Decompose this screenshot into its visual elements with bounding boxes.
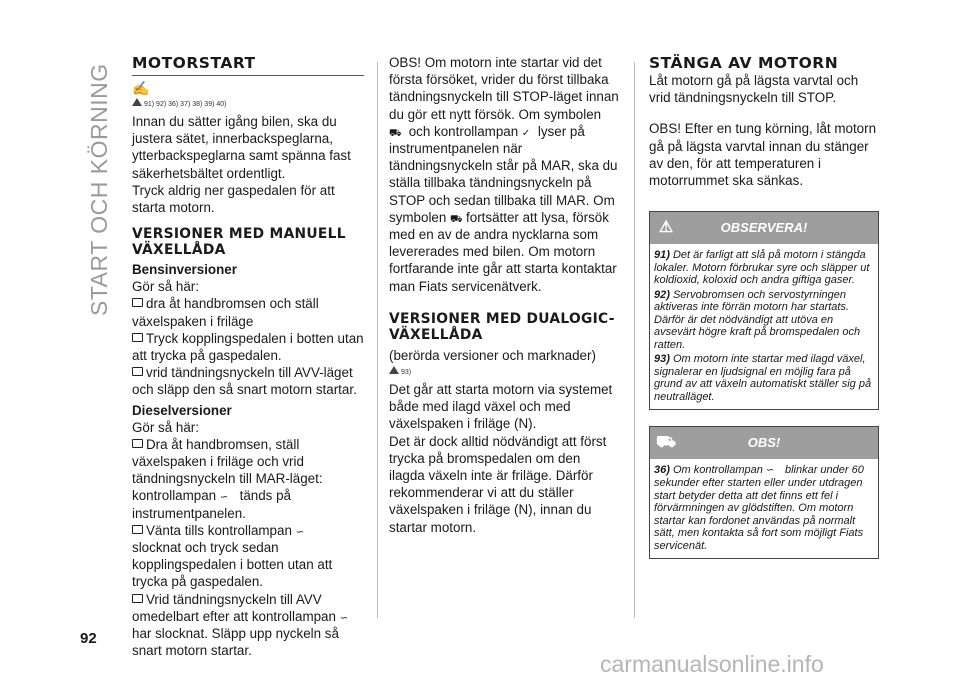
note-box-header: ⛟ OBS!: [650, 427, 878, 459]
section-title-manual: VERSIONER MED MANUELL VÄXELLÅDA: [132, 226, 346, 259]
checkbox-bullet-icon: [132, 298, 143, 307]
note-box-body: [650, 459, 878, 558]
warning-item: 93) Om motorn inte startar med ilagd växel, signalerar en ljudsignal en möjlig fara på grund av att växeln automatiskt ställer sig på neutralläget.: [654, 353, 872, 403]
list-item: dra åt handbromsen och ställ växelspaken i friläge: [132, 296, 319, 329]
dualogic-paragraph-1: Det går att starta motorn via systemet både med ilagd växel och med växelspaken i friläge (N).: [389, 382, 613, 432]
warning-box-header: ⚠ OBSERVERA!: [650, 212, 878, 244]
glow-plug-icon: ∽: [219, 492, 229, 504]
warning-item: 91) Det är farligt att slå på motorn i stängda lokaler. Motorn förbrukar syre och släpper ut koldioxid, koloxid och andra giftiga gaser.: [654, 249, 870, 287]
watermark: carmanualsonline.info: [600, 651, 824, 677]
petrol-intro: Gör så här:: [132, 279, 199, 295]
column-1: [132, 54, 364, 659]
checkbox-bullet-icon: [132, 333, 143, 342]
list-item: Dra åt handbromsen, ställ växelspaken i friläge och vrid tändningsnyckeln till MAR-läget: kontrollampan ∽ tänds på instrumentpanelen.: [132, 436, 323, 521]
subsection-diesel: Dieselversioner: [132, 402, 232, 418]
section-title-motorstart: MOTORSTART: [132, 54, 256, 72]
intro-text-2: Tryck aldrig ner gaspedalen för att starta motorn.: [132, 182, 335, 216]
dualogic-paragraph-2: Det är dock alltid nödvändigt att först trycka på bromspedalen om den ilagda växeln inte är friläge. Därför rekommenderar vi att du ställer växelspaken i friläge (N), innan du startar motorn.: [389, 433, 607, 535]
list-item: Vänta tills kontrollampan ∽ slocknat och tryck sedan kopplingspedalen i botten utan att trycka på gaspedalen.: [132, 522, 333, 590]
section-title-dualogic: VERSIONER MED DUALOGIC-VÄXELLÅDA: [389, 310, 615, 343]
car-key-icon: ⛟: [389, 127, 402, 139]
chapter-side-title: START OCH KÖRNING: [86, 63, 112, 316]
column-divider: [377, 62, 378, 618]
section-subtitle: (berörda versioner och marknader): [389, 347, 596, 363]
page-number: 92: [80, 630, 97, 647]
title-rule: [132, 75, 364, 76]
checkbox-bullet-icon: [132, 594, 143, 603]
reference-numbers: 91) 92) 36) 37) 38) 39) 40): [132, 98, 364, 110]
note-item: 36) Om kontrollampan ∽ blinkar under 60 sekunder efter starten eller under utdragen start betyder detta att det finns ett fel i förvärmningen av glödstiften. Om motorn startar kan fordonet användas på normalt sätt, men kontakta så fort som möjligt Fiats servicenät.: [654, 464, 864, 552]
note-box: [649, 426, 879, 559]
warning-item: 92) Servobromsen och servostyrningen aktiveras inte förrän motorn har startats. Därför är det nödvändigt att utöva en avsevärt högre kraft på bromspedalen och ratten.: [654, 288, 861, 351]
list-item: vrid tändningsnyckeln till AVV-läget och släpp den så snart motorn startar.: [132, 365, 357, 398]
intro-text: Innan du sätter igång bilen, ska du justera sätet, innerbackspeglarna, ytterbackspeglarna samt spänna fast säkerhetsbältet ordentligt.: [132, 114, 351, 181]
hand-icon: ✍: [132, 80, 150, 96]
checkbox-bullet-icon: [132, 525, 143, 534]
glow-plug-icon: ∽: [765, 465, 775, 477]
checkbox-bullet-icon: [132, 367, 143, 376]
subsection-petrol: Bensinversioner: [132, 262, 237, 278]
warning-triangle-icon: ⚠: [658, 219, 674, 237]
reference-numbers: 93): [389, 366, 619, 378]
list-item: Tryck kopplingspedalen i botten utan att trycka på gaspedalen.: [132, 330, 364, 364]
glow-plug-icon: ∽: [295, 526, 305, 538]
car-icon: ⛟: [656, 434, 677, 452]
check-icon: ✓: [521, 127, 531, 139]
stop-paragraph-1: Låt motorn gå på lägsta varvtal och vrid tändningsnyckeln till STOP.: [649, 73, 859, 106]
warning-box: [649, 211, 879, 410]
column-3: [649, 54, 879, 559]
warning-icon: [132, 98, 142, 106]
glow-plug-icon: ∽: [339, 612, 349, 624]
stop-paragraph-2: OBS! Efter en tung körning, låt motorn gå på lägsta varvtal innan du stänger av den, för att temperaturen i motorrummet ska sänkas.: [649, 121, 877, 189]
list-item: Vrid tändningsnyckeln till AVV omedelbart efter att kontrollampan ∽ har slocknat. Släpp upp nyckeln så snart motorn startar.: [132, 591, 364, 660]
section-title-stop-engine: STÄNGA AV MOTORN: [649, 54, 839, 72]
checkbox-bullet-icon: [132, 439, 143, 448]
diesel-intro: Gör så här:: [132, 419, 199, 435]
warning-icon: [389, 366, 399, 374]
car-key-icon: ⛟: [450, 213, 463, 225]
column-divider: [634, 62, 635, 618]
obs-paragraph: OBS! Om motorn inte startar vid det första försöket, vrider du först tillbaka tändningsnyckeln till STOP-läget innan du gör ett nytt försök. Om symbolen ⛟ och kontrollampan ✓ lyser på instrumentpanelen när tändningsnyckeln står på MAR, ska du ställa tillbaka tändningsnyckeln på STOP och sedan tillbaka till MAR. Om symbolen ⛟ fortsätter att lysa, försök med en av de andra nycklarna som levererades med bilen. Om motorn fortfarande inte går att starta kontaktar man Fiats servicenätverk.: [389, 55, 619, 294]
column-2: [389, 54, 619, 536]
warning-box-body: [650, 244, 878, 409]
